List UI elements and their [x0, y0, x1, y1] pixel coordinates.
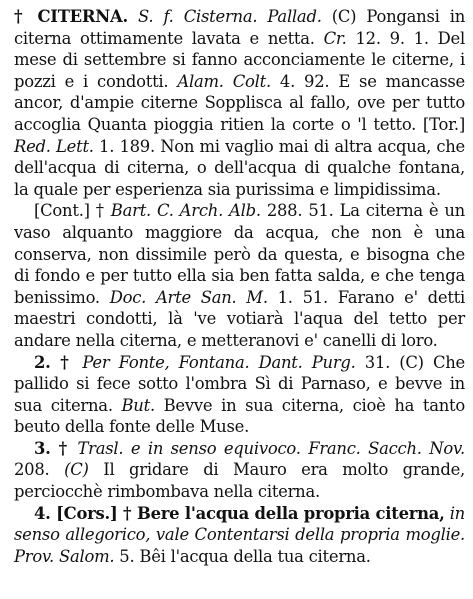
headword: CITERNA.: [37, 7, 128, 26]
entry-sense-3: [14, 438, 465, 503]
quote-text: 1. 51. Farano e' detti maestri condotti, là 've votiarà l'aqua del tetto per andare nella citerna, e metteranovi e' canelli di loro.: [14, 287, 465, 350]
entry-sense-2: [14, 352, 465, 438]
quote-text: 31. (C) Che pallido si fece sotto l'ombra Sì di Parnaso, e bevve in sua citerna.: [14, 352, 465, 415]
source-abbrev: (C): [64, 460, 89, 480]
sense-phrase: Bere l'acqua della propria citerna,: [136, 503, 445, 523]
source-abbrev: But.: [121, 395, 155, 415]
quote-text: 288. 51. La citerna è un vaso alquanto maggiore da acqua, che non è una conserva, non dissimile però da questa, e bisogna che di fondo e per tutto ella sia ben fatta salda, e che tenga benissimo.: [14, 201, 465, 307]
source-abbrev: Alam. Colt.: [177, 71, 271, 91]
quote-text: 208.: [14, 460, 65, 480]
entry-sense-4: [14, 503, 465, 568]
sense-number: 2. †: [34, 352, 83, 372]
sense-definition: in senso allegorico, vale Contentarsi della propria moglie. Prov. Salom.: [14, 503, 465, 566]
quote-text: (C) Pongansi in citerna ottimamente lavata e netta.: [14, 7, 465, 48]
quote-text: 12. 9. 1. Del mese di settembre si fanno acconciamente le citerne, i pozzi e i condotti.: [14, 28, 465, 91]
sense-definition: Per Fonte, Fontana. Dant. Purg.: [82, 352, 356, 372]
source-abbrev: Bart. C. Arch. Alb.: [110, 201, 261, 221]
quote-text: 1. 189. Non mi vaglio mai di altra acqua, che dell'acqua di citerna, o dell'acqua di qualche fontana, la quale per esperienza sia purissima e limpidissima.: [14, 136, 466, 199]
sense-number: 4. [Cors.] †: [34, 503, 137, 523]
section-marker: [Cont.] †: [34, 201, 111, 221]
grammar-and-source: S. f. Cisterna. Pallad.: [138, 7, 322, 26]
quote-text: Il gridare di Mauro era molto grande, perciocchè rimbombava nella citerna.: [14, 460, 465, 502]
source-abbrev: Doc. Arte San. M.: [109, 287, 268, 307]
source-abbrev: Red. Lett.: [14, 136, 94, 156]
sense-number: 3. †: [34, 438, 78, 458]
quote-text: Bevve in sua citerna, cioè ha tanto beuto della fonte delle Muse.: [14, 395, 465, 437]
cross-mark: †: [14, 7, 28, 26]
entry-paragraph-main: [14, 6, 465, 200]
sense-definition: Trasl. e in senso equivoco. Franc. Sacch. Nov.: [77, 438, 465, 458]
quote-text: 4. 92. E se mancasse ancor, d'ampie citerne Sopplisca al fallo, ove per tutto accoglia Quanta pioggia ritien la corte o 'l tetto. [Tor.]: [14, 71, 465, 134]
source-abbrev: Cr.: [323, 28, 347, 48]
entry-paragraph-cont: [14, 200, 465, 351]
quote-text: 5. Bêi l'acqua della tua citerna.: [114, 546, 371, 566]
